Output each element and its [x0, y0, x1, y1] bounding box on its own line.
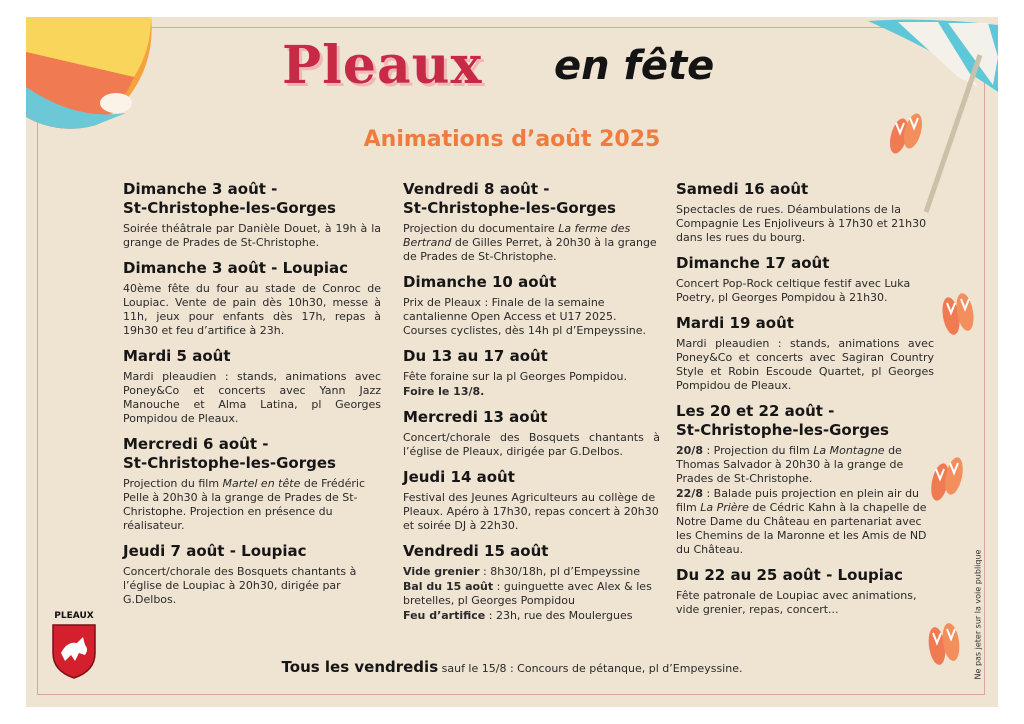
event-item [403, 408, 660, 459]
event-text [676, 487, 934, 557]
event-item [403, 468, 660, 533]
event-title: Du 22 au 25 août - Loupiac [676, 566, 903, 584]
event-title: Vendredi 15 août [403, 542, 549, 560]
flip-flops-icon [886, 109, 926, 159]
event-date-label: 22/8 [676, 487, 703, 500]
event-title: Dimanche 17 août [676, 254, 830, 272]
event-text-part: Projection du film [123, 477, 223, 490]
event-text: Prix de Pleaux : Finale de la semaine cantalienne Open Access et U17 2025. Courses cyclistes, dès 14h pl d’Empeyssine. [403, 296, 647, 337]
event-line-label: Feu d’artifice [403, 609, 486, 622]
event-text: Fête foraine sur la pl Georges Pompidou. [403, 370, 628, 383]
event-text [123, 477, 381, 533]
event-item [403, 180, 660, 264]
event-text: Concert/chorale des Bosquets chantants à l’église de Pleaux, dirigée par G.Delbos. [403, 431, 660, 458]
crest-label: PLEAUX [54, 611, 94, 621]
event-item [123, 180, 381, 250]
event-item [676, 254, 934, 305]
event-text-part: de Cédric Kahn à la chapelle de Notre Dame du Château en partenariat avec les Chemins de la Maronne et les Amis de ND du Château. [676, 501, 927, 556]
flip-flops-icon [926, 451, 968, 507]
event-line-text: : 8h30/18h, pl d’Empeyssine [479, 565, 641, 578]
poster-title-sub: en fête [554, 43, 715, 89]
fair-date: Foire le 13/8. [403, 385, 485, 398]
footer-line [26, 657, 998, 676]
footer-text: sauf le 15/8 : Concours de pétanque, pl d’Empeyssine. [438, 662, 743, 675]
event-item [676, 402, 934, 557]
event-title: Dimanche 10 août [403, 273, 557, 291]
event-item [676, 566, 934, 617]
flip-flops-icon [938, 287, 978, 341]
event-text-part: de Thomas Salvador à 20h30 à la grange de Prades de St-Christophe. [676, 444, 904, 485]
side-note-text: Ne pas jeter sur la voie publique [973, 549, 983, 680]
side-note [971, 549, 985, 682]
event-title: Dimanche 3 août - St-Christophe-les-Gorges [123, 180, 336, 217]
event-item [123, 259, 381, 338]
event-text: Mardi pleaudien : stands, animations avec Poney&Co et concerts avec Sagiran Country Style et Robin Escoude Quartet, pl Georges Pompidou de Pleaux. [676, 337, 934, 392]
events-column-1 [123, 180, 381, 616]
event-title: Mardi 19 août [676, 314, 794, 332]
events-column-3 [676, 180, 934, 626]
event-text-part: Projection du documentaire [403, 222, 559, 235]
event-line [403, 580, 660, 608]
event-text: Concert Pop-Rock celtique festif avec Luka Poetry, pl Georges Pompidou à 21h30. [676, 277, 911, 304]
event-text: Fête patronale de Loupiac avec animations, vide grenier, repas, concert... [676, 589, 917, 616]
event-line-text: : 23h, rue des Moulergues [485, 609, 633, 622]
beach-ball-icon [26, 17, 168, 129]
event-text-part: de Frédéric Pelle à 20h30 à la grange de Prades de St-Christophe. Projection en présence du réalisateur. [123, 477, 366, 532]
event-item [403, 542, 660, 623]
event-text: Soirée théâtrale par Danièle Douet, à 19h à la grange de Prades de St-Christophe. [123, 222, 381, 249]
poster-title: Pleaux [282, 35, 483, 96]
event-date-label: 20/8 [676, 444, 703, 457]
events-column-2 [403, 180, 660, 632]
event-title: Mercredi 6 août - St-Christophe-les-Gorges [123, 435, 336, 472]
event-item [676, 180, 934, 245]
event-title: Vendredi 8 août - St-Christophe-les-Gorges [403, 180, 616, 217]
event-text: Spectacles de rues. Déambulations de la Compagnie Les Enjoliveurs à 17h30 et 21h30 dans les rues du bourg. [676, 203, 927, 244]
event-item [403, 347, 660, 399]
event-text: Mardi pleaudien : stands, animations avec Poney&Co et concerts avec Yann Jazz Manouche et Alma Latina, pl Georges Pompidou de Pleaux. [123, 370, 381, 425]
event-text [676, 444, 934, 486]
event-text: 40ème fête du four au stade de Conroc de Loupiac. Vente de pain dès 10h30, messe à 11h, jeux pour enfants dès 17h, repas à 19h30 et feu d’artifice à 23h. [123, 282, 381, 337]
event-title: Mardi 5 août [123, 347, 231, 365]
film-title: La Prière [700, 501, 749, 514]
event-line [403, 609, 660, 623]
event-title: Jeudi 14 août [403, 468, 515, 486]
film-title: Martel en tête [222, 477, 301, 490]
event-title: Les 20 et 22 août - St-Christophe-les-Gorges [676, 402, 889, 439]
event-title: Du 13 au 17 août [403, 347, 548, 365]
event-text: Concert/chorale des Bosquets chantants à l’église de Loupiac à 20h30, dirigée par G.Delbos. [123, 565, 357, 606]
event-item [123, 435, 381, 533]
event-item [676, 314, 934, 393]
event-title: Dimanche 3 août - Loupiac [123, 259, 349, 277]
event-title: Jeudi 7 août - Loupiac [123, 542, 307, 560]
event-text-part: : Projection du film [702, 444, 814, 457]
event-text: Festival des Jeunes Agriculteurs au collège de Pleaux. Apéro à 17h30, repas concert à 20h30 et soirée DJ à 22h30. [403, 491, 659, 532]
event-text-part: de Gilles Perret, à 20h30 à la grange de Prades de St-Christophe. [403, 236, 657, 263]
event-text [403, 222, 660, 264]
poster [26, 17, 998, 707]
event-line-text: : guinguette avec Alex & les bretelles, pl Georges Pompidou [403, 580, 652, 607]
film-title: La ferme des Bertrand [403, 222, 631, 249]
event-text-part: : Balade puis projection en plein air du film [676, 487, 920, 514]
event-title: Samedi 16 août [676, 180, 809, 198]
event-item [403, 273, 660, 338]
event-item [123, 347, 381, 426]
event-line-label: Vide grenier [403, 565, 480, 578]
event-line-label: Bal du 15 août [403, 580, 494, 593]
poster-subtitle: Animations d’août 2025 [363, 127, 661, 152]
event-title: Mercredi 13 août [403, 408, 548, 426]
event-text-bold [403, 385, 660, 399]
event-line [403, 565, 660, 579]
footer-bold: Tous les vendredis [281, 658, 439, 676]
film-title: La Montagne [813, 444, 885, 457]
event-item [123, 542, 381, 607]
